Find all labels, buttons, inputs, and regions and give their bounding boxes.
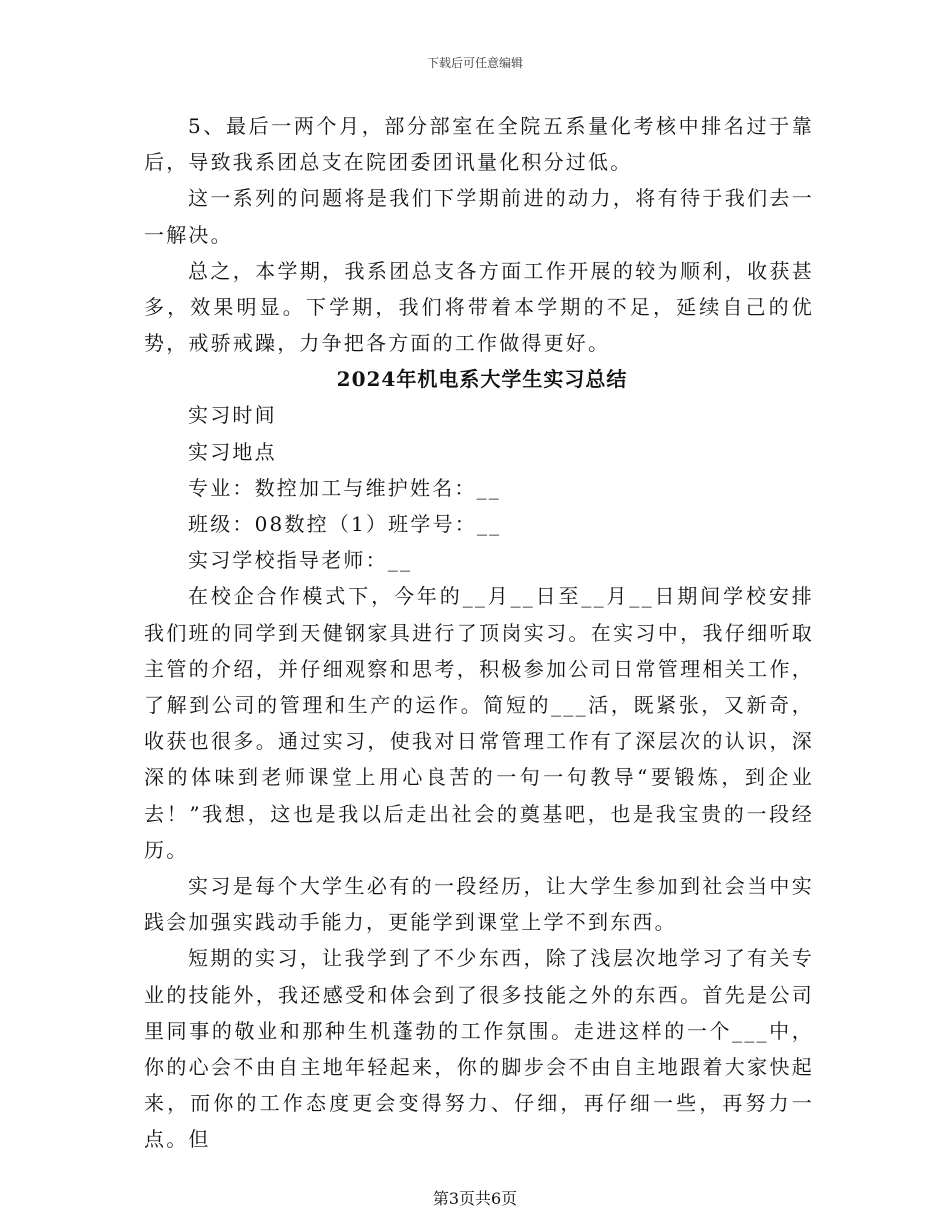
field-school-advisor: 实习学校指导老师：__ (188, 548, 413, 573)
field-internship-time: 实习时间 (188, 403, 277, 428)
paragraph-item-problem-5: 5、最后一两个月，部分部室在全院五系量化考核中排名过于靠后，导致我系团总支在院团委团讯量化积分过低。 (144, 114, 814, 175)
section-title: 2024年机电系大学生实习总结 (336, 367, 628, 392)
paragraph-internship-gains: 短期的实习，让我学到了不少东西，除了浅层次地学习了有关专业的技能外，我还感受和体会到了很多技能之外的东西。首先是公司里同事的敬业和那种生机蓬勃的工作氛围。走进这样的一个___中，你的心会不由自主地年轻起来，你的脚步会不由自主地跟着大家快起来，而你的工作态度更会变得努力、仔细，再仔细一些，再努力一点。但 (144, 946, 814, 1152)
field-major-name: 专业：数控加工与维护姓名：__ (188, 475, 501, 500)
field-class-student-id: 班级：08数控（1）班学号：__ (188, 512, 502, 537)
paragraph-internship-value: 实习是每个大学生必有的一段经历，让大学生参加到社会当中实践会加强实践动手能力，更能学到课堂上学不到东西。 (144, 874, 814, 935)
paragraph-conclusion: 总之，本学期，我系团总支各方面工作开展的较为顺利，收获甚多，效果明显。下学期，我们将带着本学期的不足，延续自己的优势，戒骄戒躁，力争把各方面的工作做得更好。 (144, 258, 814, 356)
field-internship-location: 实习地点 (188, 439, 277, 464)
page-number: 第3页共6页 (432, 1189, 518, 1208)
paragraph-internship-intro: 在校企合作模式下，今年的__月__日至__月__日期间学校安排我们班的同学到天健钢家具进行了顶岗实习。在实习中，我仔细听取主管的介绍，并仔细观察和思考，积极参加公司日常管理相关工作，了解到公司的管理和生产的运作。简短的___活，既紧张，又新奇，收获也很多。通过实习，使我对日常管理工作有了深层次的认识，深深的体味到老师课堂上用心良苦的一句一句教导“要锻炼，到企业去！”我想，这也是我以后走出社会的奠基吧，也是我宝贵的一段经历。 (144, 584, 814, 862)
paragraph-problems-summary: 这一系列的问题将是我们下学期前进的动力，将有待于我们去一一解决。 (144, 186, 814, 247)
document-body (144, 108, 814, 1158)
page-header: 下载后可任意编辑 (426, 56, 523, 70)
